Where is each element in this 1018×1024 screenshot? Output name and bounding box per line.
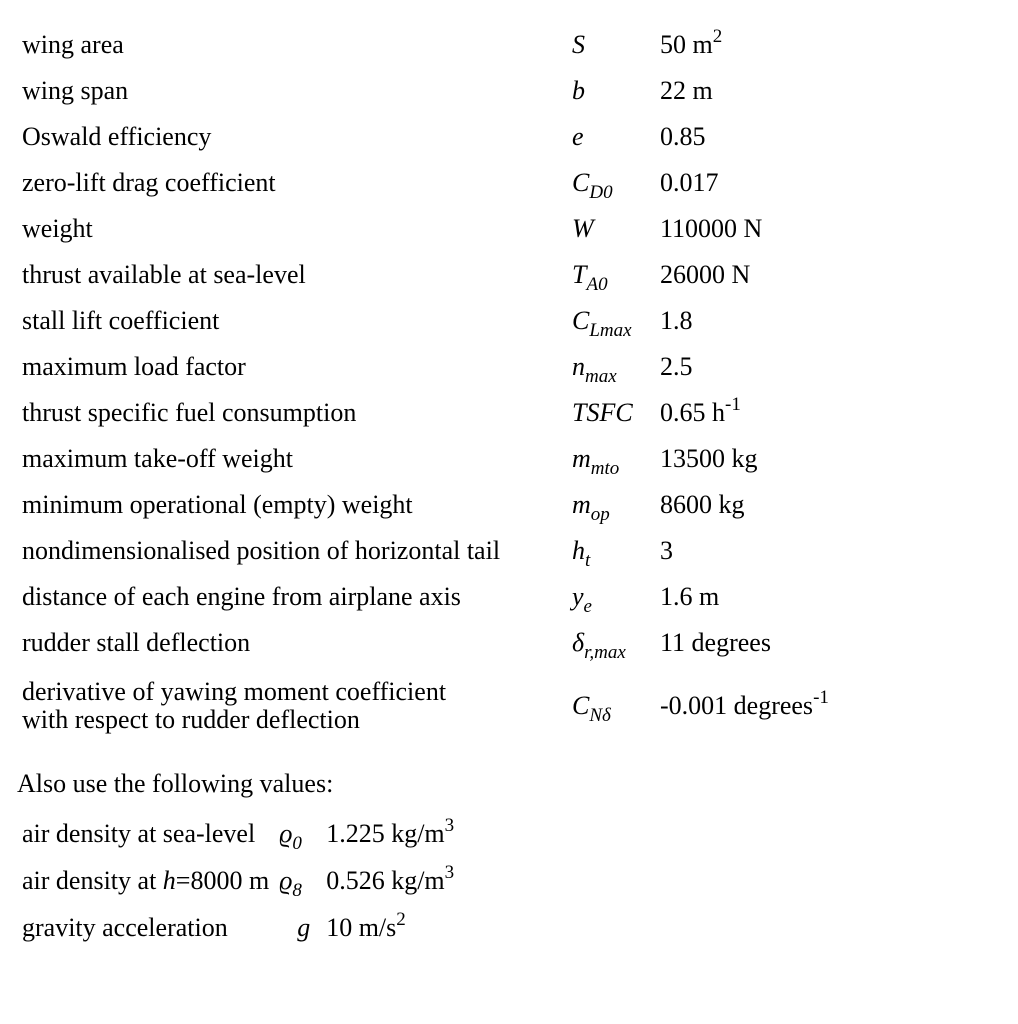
param-symbol: $m_{mto}$: [572, 444, 620, 479]
also-symbol: $ϱ_0$: [279, 818, 302, 854]
param-value: 3: [660, 536, 673, 565]
param-value: 0.65 $h^{-1}$: [660, 394, 741, 427]
param-value: 11 degrees: [660, 628, 771, 657]
param-row-horizontal-tail-position: [22, 528, 960, 574]
param-row-max-takeoff-weight: [22, 436, 960, 482]
param-symbol: $C_{Lmax}$: [572, 306, 632, 341]
param-value: 26000 N: [660, 260, 751, 289]
param-value: 22 m: [660, 76, 713, 105]
also-description: air density at h=8000 m: [22, 865, 270, 895]
param-row-stall-lift-coefficient: [22, 298, 960, 344]
param-value: 110000 N: [660, 214, 763, 243]
param-symbol: W: [572, 214, 594, 243]
also-row-sea-level-density: [22, 810, 454, 857]
param-description: minimum operational (empty) weight: [22, 490, 413, 519]
param-symbol: $C_{N\delta}$: [572, 691, 611, 726]
param-value: 1.8: [660, 306, 693, 335]
param-value: 0.85: [660, 122, 706, 151]
param-description: maximum load factor: [22, 352, 246, 381]
param-description-line: with respect to rudder deflection: [22, 705, 360, 734]
param-row-tsfc: [22, 390, 960, 436]
param-description: stall lift coefficient: [22, 306, 220, 335]
param-row-thrust-available: [22, 252, 960, 298]
also-row-gravity: [22, 904, 454, 951]
param-description: nondimensionalised position of horizontal tail: [22, 536, 501, 565]
param-symbol: TSFC: [572, 398, 633, 427]
param-row-oswald-efficiency: [22, 114, 960, 160]
param-value: 13500 kg: [660, 444, 758, 473]
param-value: 2.5: [660, 352, 693, 381]
param-row-max-load-factor: [22, 344, 960, 390]
also-value: 10 $m/s^2$: [326, 908, 406, 942]
param-symbol: e: [572, 122, 584, 151]
param-description: weight: [22, 214, 93, 243]
parameters-table: [22, 22, 960, 746]
param-symbol: $\delta_{r,max}$: [572, 628, 626, 663]
param-description: wing area: [22, 30, 124, 59]
param-description: Oswald efficiency: [22, 122, 212, 151]
also-values-table: [22, 810, 454, 951]
param-description: [22, 666, 572, 746]
param-symbol: $h_t$: [572, 536, 591, 571]
param-row-rudder-stall-deflection: [22, 620, 960, 666]
param-description: distance of each engine from airplane axis: [22, 582, 461, 611]
param-row-engine-distance: [22, 574, 960, 620]
param-row-min-operational-weight: [22, 482, 960, 528]
param-value: 50 $m^2$: [660, 26, 723, 59]
param-description: maximum take-off weight: [22, 444, 294, 473]
param-description: zero-lift drag coefficient: [22, 168, 276, 197]
also-row-altitude-density: [22, 857, 454, 904]
param-description-line: derivative of yawing moment coefficient: [22, 677, 447, 706]
param-symbol: $n_{max}$: [572, 352, 617, 387]
param-row-zero-lift-drag: [22, 160, 960, 206]
param-description: thrust available at sea-level: [22, 260, 306, 289]
param-row-wing-area: [22, 22, 960, 68]
param-description: rudder stall deflection: [22, 628, 251, 657]
param-description: wing span: [22, 76, 129, 105]
param-symbol: b: [572, 76, 585, 105]
param-value: -0.001 degrees$^{-1}$: [660, 687, 829, 720]
also-description: air density at sea-level: [22, 818, 256, 848]
param-symbol: $m_{op}$: [572, 490, 610, 525]
param-symbol: $y_e$: [572, 582, 592, 617]
param-symbol: $T_{A0}$: [572, 260, 608, 295]
also-symbol: g: [297, 912, 311, 942]
also-symbol: $ϱ_8$: [279, 865, 302, 901]
param-value: 8600 kg: [660, 490, 745, 519]
param-symbol: S: [572, 30, 585, 59]
param-row-weight: [22, 206, 960, 252]
param-row-yawing-moment-derivative: [22, 666, 960, 746]
param-row-wing-span: [22, 68, 960, 114]
param-symbol: $C_{D0}$: [572, 168, 613, 203]
also-value: 0.526 $kg/m^3$: [326, 861, 455, 895]
also-values-heading: Also use the following values:: [17, 769, 334, 798]
param-value: 1.6 m: [660, 582, 720, 611]
also-description: gravity acceleration: [22, 912, 228, 942]
param-description: thrust specific fuel consumption: [22, 398, 357, 427]
also-value: 1.225 $kg/m^3$: [326, 814, 455, 848]
param-value: 0.017: [660, 168, 719, 197]
